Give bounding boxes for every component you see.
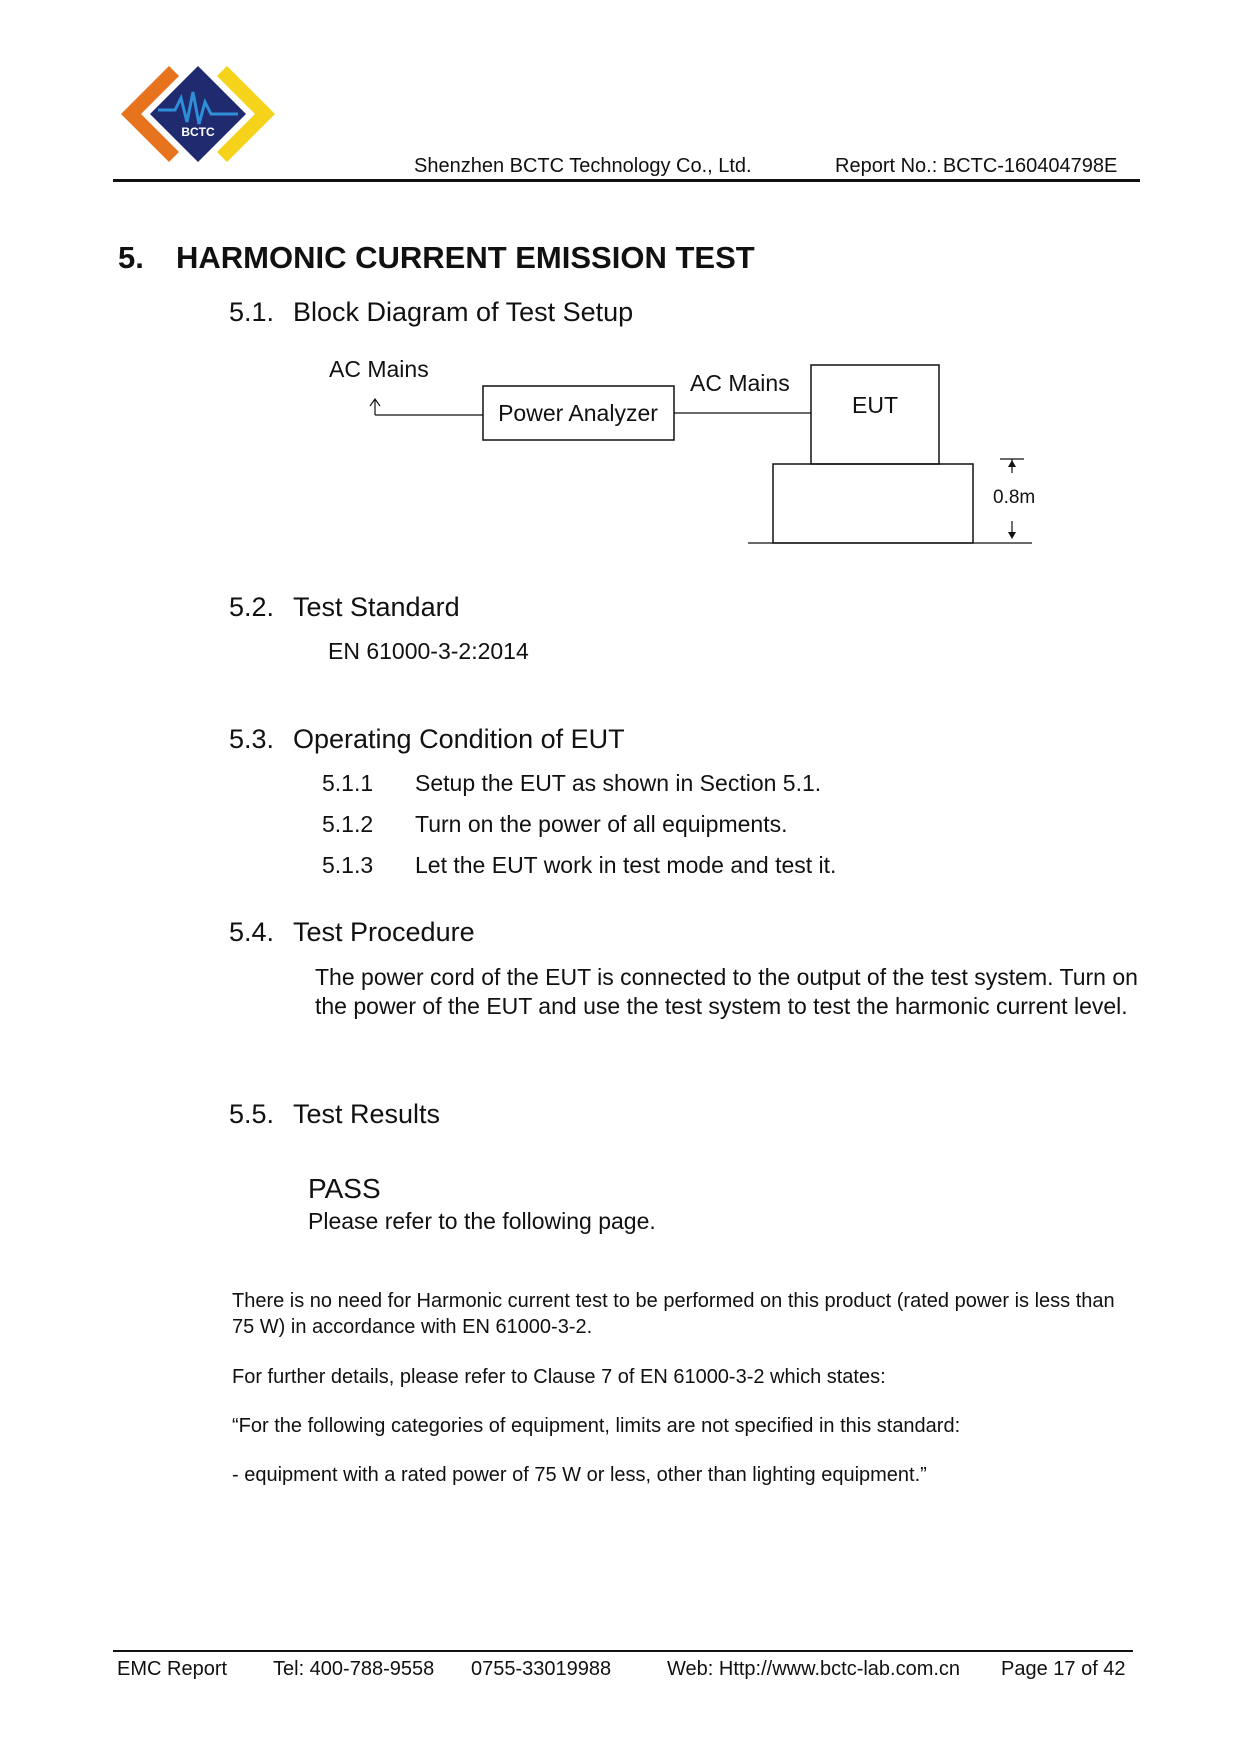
condition-item-number: 5.1.1 xyxy=(322,770,374,796)
s54-number: 5.4. xyxy=(229,917,275,947)
diagram-power-analyzer-label: Power Analyzer xyxy=(498,400,658,426)
diagram-ac-mains-left: AC Mains xyxy=(329,356,429,382)
diagram-table xyxy=(773,464,973,543)
diagram-dim-bottom-arrow xyxy=(1008,532,1016,539)
footer-page: Page 17 of 42 xyxy=(1001,1658,1126,1680)
condition-item-text: Setup the EUT as shown in Section 5.1. xyxy=(415,770,822,796)
s55-title: Test Results xyxy=(293,1099,441,1129)
s53-title: Operating Condition of EUT xyxy=(293,724,625,754)
header-divider xyxy=(113,179,1140,182)
footer-report: EMC Report xyxy=(117,1658,228,1680)
s55-number: 5.5. xyxy=(229,1099,275,1129)
header-report-no: Report No.: BCTC-160404798E xyxy=(835,155,1118,177)
bctc-logo xyxy=(113,58,283,170)
s51-title: Block Diagram of Test Setup xyxy=(293,297,634,327)
s54-title: Test Procedure xyxy=(293,917,475,947)
condition-item-text: Turn on the power of all equipments. xyxy=(415,811,788,837)
diagram-dim-top-arrow xyxy=(1008,460,1016,467)
test-standard: EN 61000-3-2:2014 xyxy=(328,638,529,664)
section-number: 5. xyxy=(118,240,144,275)
s52-title: Test Standard xyxy=(293,592,460,622)
test-procedure-text: The power cord of the EUT is connected to the output of the test system. Turn on the power of the EUT and use the test system to test the harmonic current level. xyxy=(315,964,1138,1019)
s52-number: 5.2. xyxy=(229,592,275,622)
condition-item-number: 5.1.3 xyxy=(322,852,374,878)
test-result-refer: Please refer to the following page. xyxy=(308,1208,656,1234)
header-company: Shenzhen BCTC Technology Co., Ltd. xyxy=(414,155,752,177)
note-paragraph: There is no need for Harmonic current test to be performed on this product (rated power is less than 75 W) in accordance with EN 61000-3-2. xyxy=(232,1290,1115,1338)
diagram-ac-mains-right: AC Mains xyxy=(690,370,790,396)
condition-item-text: Let the EUT work in test mode and test it. xyxy=(415,852,837,878)
logo-text: BCTC xyxy=(181,125,215,139)
test-result-status: PASS xyxy=(308,1173,381,1204)
diagram-eut-label: EUT xyxy=(852,392,898,418)
note-quote: “For the following categories of equipment, limits are not specified in this standard: xyxy=(232,1415,961,1437)
block-diagram xyxy=(320,355,1060,555)
section-title: HARMONIC CURRENT EMISSION TEST xyxy=(176,240,755,275)
footer-web: Web: Http://www.bctc-lab.com.cn xyxy=(667,1658,961,1680)
footer-divider xyxy=(113,1650,1133,1652)
footer-tel: Tel: 400-788-9558 xyxy=(273,1658,435,1680)
condition-item-number: 5.1.2 xyxy=(322,811,374,837)
footer-phone: 0755-33019988 xyxy=(471,1658,612,1680)
note-paragraph: For further details, please refer to Clause 7 of EN 61000-3-2 which states: xyxy=(232,1366,886,1388)
s51-number: 5.1. xyxy=(229,297,275,327)
s53-number: 5.3. xyxy=(229,724,275,754)
diagram-height-label: 0.8m xyxy=(993,487,1036,508)
note-quote: - equipment with a rated power of 75 W or less, other than lighting equipment.” xyxy=(232,1464,927,1486)
